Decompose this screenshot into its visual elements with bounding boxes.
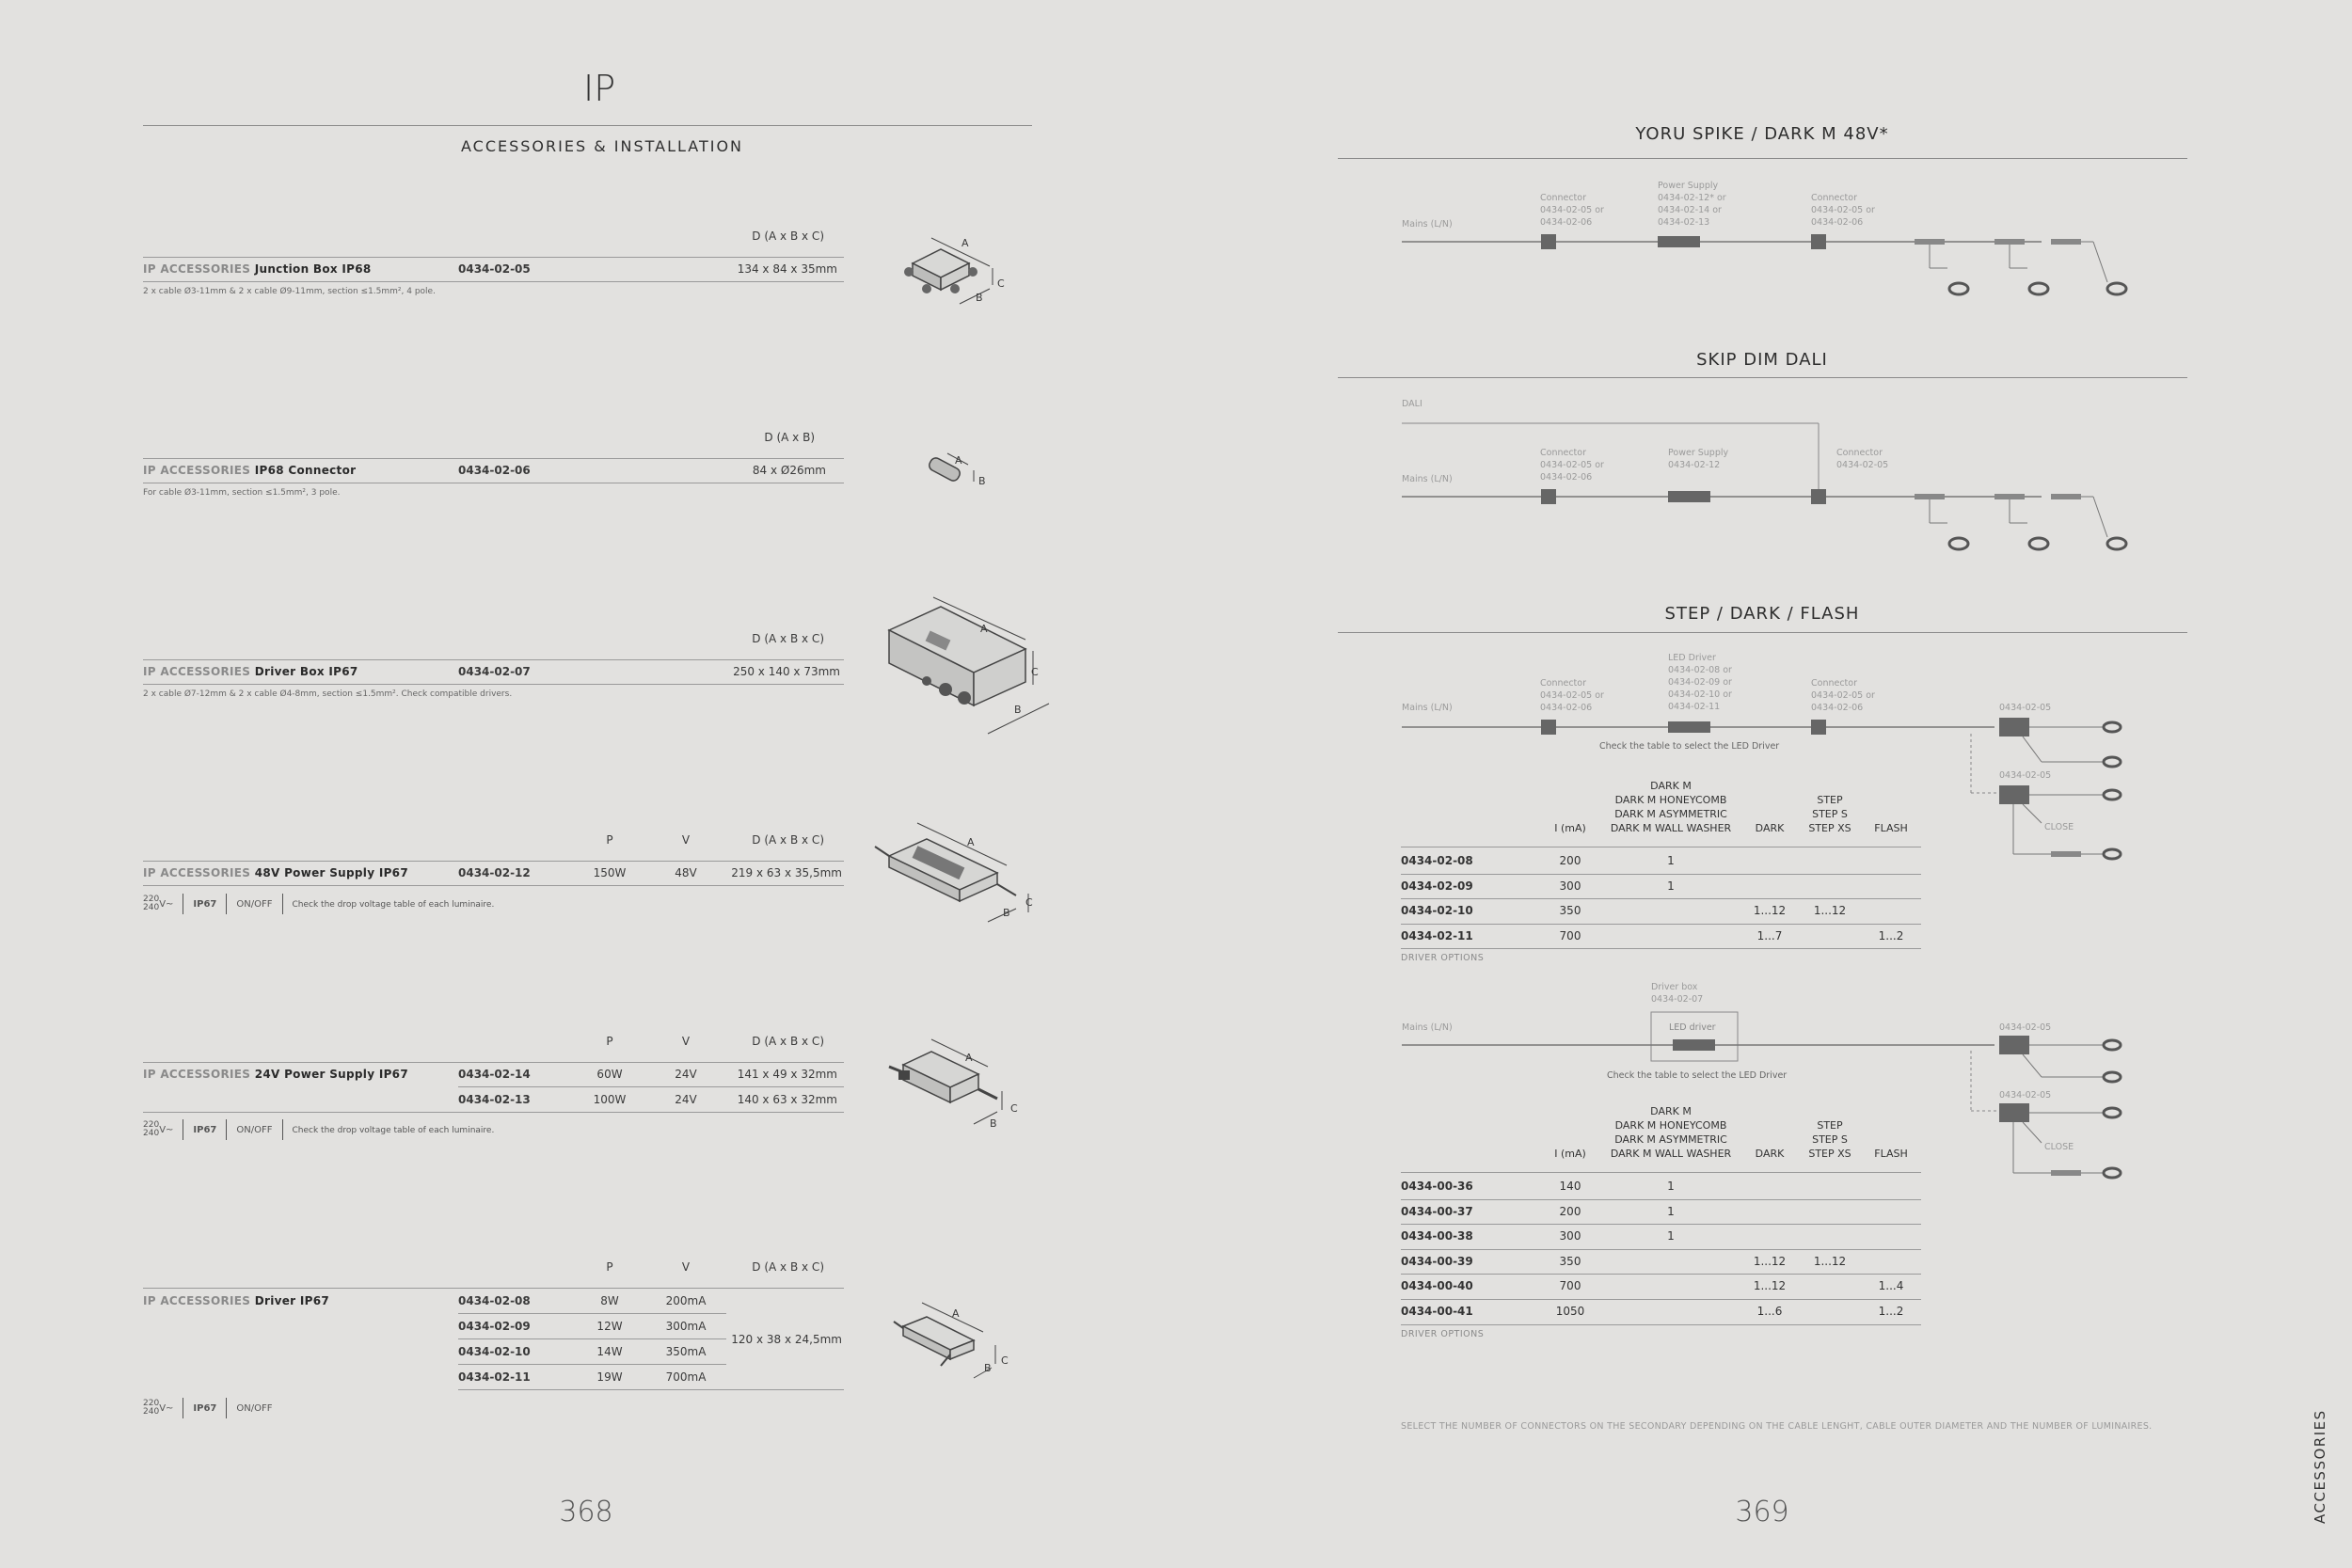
section-title-step: STEP / DARK / FLASH (1664, 604, 1860, 624)
col-header-darkm: DARK M DARK M HONEYCOMB DARK M ASYMMETRIC DARK M WALL WASHER (1610, 1105, 1732, 1160)
section-rule (1338, 632, 2187, 633)
mains-label: Mains (L/N) (1402, 474, 1453, 484)
table-cell-ima: 700 (1559, 1279, 1581, 1293)
product-code: 0434-02-10 (458, 1345, 531, 1358)
mains-label: Mains (L/N) (1402, 219, 1453, 230)
product-code: 0434-02-12 (458, 866, 531, 879)
col-header-v: V (681, 833, 691, 847)
product-dimensions: 141 x 49 x 32mm (737, 1068, 837, 1081)
table-rule (1401, 1172, 1921, 1173)
dim-label-b: B (1014, 704, 1022, 716)
connector-label: Connector 0434-02-05 or 0434-02-06 (1540, 678, 1604, 713)
product-note: 2 x cable Ø7-12mm & 2 x cable Ø4-8mm, section ≤1.5mm². Check compatible drivers. (143, 689, 513, 699)
table-cell-step: 1...12 (1813, 904, 1847, 918)
dim-label-c: C (1031, 666, 1039, 678)
product-title: IP ACCESSORIES IP68 Connector (143, 464, 357, 477)
junction-box-illustration (903, 230, 1016, 306)
table-cell-code: 0434-00-36 (1401, 1180, 1473, 1193)
product-title: IP ACCESSORIES Junction Box IP68 (143, 262, 372, 276)
dim-label-c: C (1010, 1102, 1018, 1115)
dim-label-c: C (1025, 896, 1033, 909)
product-current: 300mA (665, 1320, 707, 1333)
spec-strip: 220 240V~ IP67 ON/OFF Check the drop voltage table of each luminaire. (143, 1120, 495, 1138)
table-cell-code: 0434-00-39 (1401, 1254, 1473, 1268)
row-rule (458, 1364, 726, 1365)
table-cell-darkm: 1 (1667, 1229, 1675, 1243)
col-header-d: D (A x B) (764, 431, 815, 444)
section-title-yoru: YORU SPIKE / DARK M 48V* (1635, 124, 1889, 144)
row-rule (143, 1112, 844, 1113)
table-rule (1401, 1299, 1921, 1300)
product-title: IP ACCESSORIES 24V Power Supply IP67 (143, 1068, 408, 1081)
product-code: 0434-02-07 (458, 665, 531, 678)
table-rule (1401, 1224, 1921, 1225)
footer-note: SELECT THE NUMBER OF CONNECTORS ON THE SECONDARY DEPENDING ON THE CABLE LENGHT, CABLE OUTER DIAMETER AND THE NUMBER OF LUMINAIRES. (1401, 1421, 2153, 1432)
product-current: 350mA (665, 1345, 707, 1358)
led-driver-label: LED Driver 0434-02-08 or 0434-02-09 or 0434-02-10 or 0434-02-11 (1668, 653, 1732, 712)
table-cell-code: 0434-02-09 (1401, 879, 1473, 893)
section-rule (1338, 158, 2187, 159)
dim-label-a: A (961, 237, 969, 249)
row-rule (143, 281, 844, 282)
product-power: 100W (593, 1093, 627, 1106)
row-rule (458, 1086, 844, 1087)
product-code: 0434-02-09 (458, 1320, 531, 1333)
page-number-left: 368 (559, 1496, 613, 1528)
product-title: IP ACCESSORIES Driver Box IP67 (143, 665, 358, 678)
dim-label-a: A (965, 1052, 973, 1064)
product-power: 150W (593, 866, 627, 879)
col-header-step: STEP STEP S STEP XS (1808, 1119, 1851, 1160)
section-title-skip: SKIP DIM DALI (1696, 350, 1828, 370)
junction-box-label: 0434-02-05 (1999, 1090, 2052, 1101)
table-cell-ima: 300 (1559, 879, 1581, 893)
spec-strip: 220 240V~ IP67 ON/OFF Check the drop voltage table of each luminaire. (143, 895, 495, 912)
product-code: 0434-02-14 (458, 1068, 531, 1081)
dim-label-c: C (997, 277, 1005, 290)
table-cell-code: 0434-00-37 (1401, 1204, 1473, 1218)
close-label: CLOSE (2044, 1142, 2074, 1152)
power-supply-48v-illustration (875, 818, 1044, 931)
table-cell-darkm: 1 (1667, 1180, 1675, 1193)
table-cell-darkm: 1 (1667, 854, 1675, 867)
table-cell-step: 1...12 (1813, 1254, 1847, 1268)
connector-label: Connector 0434-02-05 (1836, 448, 1889, 470)
table-cell-flash: 1...2 (1878, 1305, 1904, 1318)
product-dimensions: 134 x 84 x 35mm (737, 262, 837, 276)
product-power: 14W (596, 1345, 623, 1358)
table-rule (1401, 948, 1921, 949)
product-code: 0434-02-06 (458, 464, 531, 477)
dim-label-c: C (1001, 1354, 1009, 1367)
diagram-caption: Check the table to select the LED Driver (1607, 1070, 1788, 1081)
row-rule (458, 1313, 726, 1314)
row-rule (143, 861, 844, 862)
table-cell-flash: 1...4 (1878, 1279, 1904, 1293)
product-title: IP ACCESSORIES Driver IP67 (143, 1294, 330, 1307)
row-rule (143, 1062, 844, 1063)
wiring-diagram-step-1 (1392, 710, 2145, 875)
table-cell-dark: 1...6 (1756, 1305, 1783, 1318)
table-cell-darkm: 1 (1667, 1204, 1675, 1218)
product-note: For cable Ø3-11mm, section ≤1.5mm², 3 pole. (143, 488, 341, 498)
col-header-d: D (A x B x C) (752, 833, 824, 847)
connector-label: Connector 0434-02-05 or 0434-02-06 (1811, 678, 1875, 713)
table-cell-ima: 200 (1559, 1204, 1581, 1218)
product-power: 60W (596, 1068, 623, 1081)
table-cell-ima: 300 (1559, 1229, 1581, 1243)
table-cell-ima: 1050 (1555, 1305, 1585, 1318)
connector-label: Connector 0434-02-05 or 0434-02-06 (1811, 193, 1875, 228)
row-rule (143, 1288, 844, 1289)
spec-strip: 220 240V~ IP67 ON/OFF (143, 1399, 273, 1417)
col-header-ima: I (mA) (1554, 1148, 1586, 1160)
product-power: 12W (596, 1320, 623, 1333)
table-caption: DRIVER OPTIONS (1401, 1329, 1485, 1339)
table-rule (1401, 1274, 1921, 1275)
power-supply-24v-illustration (889, 1035, 1030, 1138)
product-voltage: 48V (675, 866, 697, 879)
title-rule (143, 125, 1032, 126)
table-rule (1401, 1199, 1921, 1200)
diagram-caption: Check the table to select the LED Driver (1599, 741, 1780, 752)
product-power: 19W (596, 1370, 623, 1384)
col-header-d: D (A x B x C) (752, 1260, 824, 1274)
product-current: 200mA (665, 1294, 707, 1307)
table-cell-code: 0434-02-11 (1401, 928, 1473, 942)
product-current: 700mA (665, 1370, 707, 1384)
product-code: 0434-02-13 (458, 1093, 531, 1106)
row-rule (143, 885, 844, 886)
close-label: CLOSE (2044, 822, 2074, 832)
table-cell-dark: 1...7 (1756, 928, 1783, 942)
col-header-flash: FLASH (1874, 1148, 1908, 1160)
product-voltage: 24V (675, 1068, 697, 1081)
connector-label: Connector 0434-02-05 or 0434-02-06 (1540, 193, 1604, 228)
col-header-darkm: DARK M DARK M HONEYCOMB DARK M ASYMMETRIC DARK M WALL WASHER (1610, 780, 1732, 834)
wiring-diagram-yoru (1392, 226, 2145, 301)
row-rule (458, 1389, 844, 1390)
table-cell-ima: 350 (1559, 1254, 1581, 1268)
table-rule (1401, 924, 1921, 925)
driver-ip67-illustration (894, 1298, 1025, 1392)
product-power: 8W (600, 1294, 619, 1307)
product-dimensions: 140 x 63 x 32mm (737, 1093, 837, 1106)
table-cell-flash: 1...2 (1878, 928, 1904, 942)
row-rule (143, 684, 844, 685)
row-rule (143, 458, 844, 459)
table-caption: DRIVER OPTIONS (1401, 953, 1485, 963)
product-code: 0434-02-11 (458, 1370, 531, 1384)
col-header-d: D (A x B x C) (752, 632, 824, 645)
product-code: 0434-02-05 (458, 262, 531, 276)
col-header-p: P (606, 1035, 613, 1048)
product-dimensions: 120 x 38 x 24,5mm (731, 1333, 842, 1346)
col-header-v: V (681, 1260, 691, 1274)
table-cell-code: 0434-02-10 (1401, 904, 1473, 918)
col-header-ima: I (mA) (1554, 822, 1586, 834)
page-number-right: 369 (1735, 1496, 1789, 1528)
dim-label-a: A (955, 454, 962, 467)
dim-label-b: B (976, 292, 983, 304)
table-cell-dark: 1...12 (1753, 904, 1787, 918)
table-cell-ima: 200 (1559, 854, 1581, 867)
table-cell-code: 0434-00-38 (1401, 1229, 1473, 1243)
mains-label: Mains (L/N) (1402, 703, 1453, 713)
product-title: IP ACCESSORIES 48V Power Supply IP67 (143, 866, 408, 879)
junction-box-label: 0434-02-05 (1999, 1022, 2052, 1033)
col-header-flash: FLASH (1874, 822, 1908, 834)
dali-label: DALI (1402, 399, 1422, 409)
table-cell-dark: 1...12 (1753, 1254, 1787, 1268)
table-cell-dark: 1...12 (1753, 1279, 1787, 1293)
connector-label: Connector 0434-02-05 or 0434-02-06 (1540, 448, 1604, 483)
product-dimensions: 84 x Ø26mm (752, 464, 826, 477)
product-dimensions: 219 x 63 x 35,5mm (731, 866, 842, 879)
power-supply-label: Power Supply 0434-02-12* or 0434-02-14 or 0434-02-13 (1658, 181, 1726, 228)
table-cell-code: 0434-00-40 (1401, 1279, 1473, 1293)
row-rule (143, 257, 844, 258)
dim-label-b: B (978, 475, 986, 487)
wiring-diagram-skip (1392, 414, 2145, 555)
mains-label: Mains (L/N) (1402, 1022, 1453, 1033)
page-title: IP (583, 68, 616, 109)
row-rule (143, 659, 844, 660)
driver-box-label: Driver box 0434-02-07 (1651, 982, 1704, 1005)
table-cell-darkm: 1 (1667, 879, 1675, 893)
side-tab-accessories: ACCESSORIES (2312, 1409, 2328, 1524)
table-rule (1401, 1249, 1921, 1250)
led-driver-label: LED driver (1669, 1022, 1716, 1033)
col-header-p: P (606, 833, 613, 847)
col-header-step: STEP STEP S STEP XS (1808, 794, 1851, 834)
col-header-dark: DARK (1755, 1148, 1785, 1160)
table-cell-code: 0434-02-08 (1401, 854, 1473, 867)
driver-box-illustration (884, 593, 1054, 743)
table-rule (1401, 1324, 1921, 1325)
section-rule (1338, 377, 2187, 378)
table-cell-ima: 700 (1559, 928, 1581, 942)
power-supply-label: Power Supply 0434-02-12 (1668, 448, 1729, 470)
junction-box-label: 0434-02-05 (1999, 703, 2052, 713)
col-header-p: P (606, 1260, 613, 1274)
dim-label-b: B (990, 1117, 997, 1130)
dim-label-b: B (1003, 907, 1010, 919)
dim-label-a: A (952, 1307, 960, 1320)
col-header-d: D (A x B x C) (752, 1035, 824, 1048)
col-header-dark: DARK (1755, 822, 1785, 834)
product-dimensions: 250 x 140 x 73mm (733, 665, 840, 678)
table-rule (1401, 898, 1921, 899)
dim-label-b: B (984, 1362, 992, 1374)
table-cell-code: 0434-00-41 (1401, 1305, 1473, 1318)
dim-label-a: A (967, 836, 975, 848)
spacer (143, 1389, 458, 1390)
dim-label-a: A (980, 623, 988, 635)
page-subtitle: ACCESSORIES & INSTALLATION (460, 137, 744, 155)
col-header-d: D (A x B x C) (752, 230, 824, 243)
table-cell-ima: 350 (1559, 904, 1581, 918)
row-rule (458, 1338, 726, 1339)
product-voltage: 24V (675, 1093, 697, 1106)
product-code: 0434-02-08 (458, 1294, 531, 1307)
product-note: 2 x cable Ø3-11mm & 2 x cable Ø9-11mm, section ≤1.5mm², 4 pole. (143, 287, 436, 296)
col-header-v: V (681, 1035, 691, 1048)
junction-box-label: 0434-02-05 (1999, 770, 2052, 781)
table-cell-ima: 140 (1559, 1180, 1581, 1193)
table-rule (1401, 874, 1921, 875)
